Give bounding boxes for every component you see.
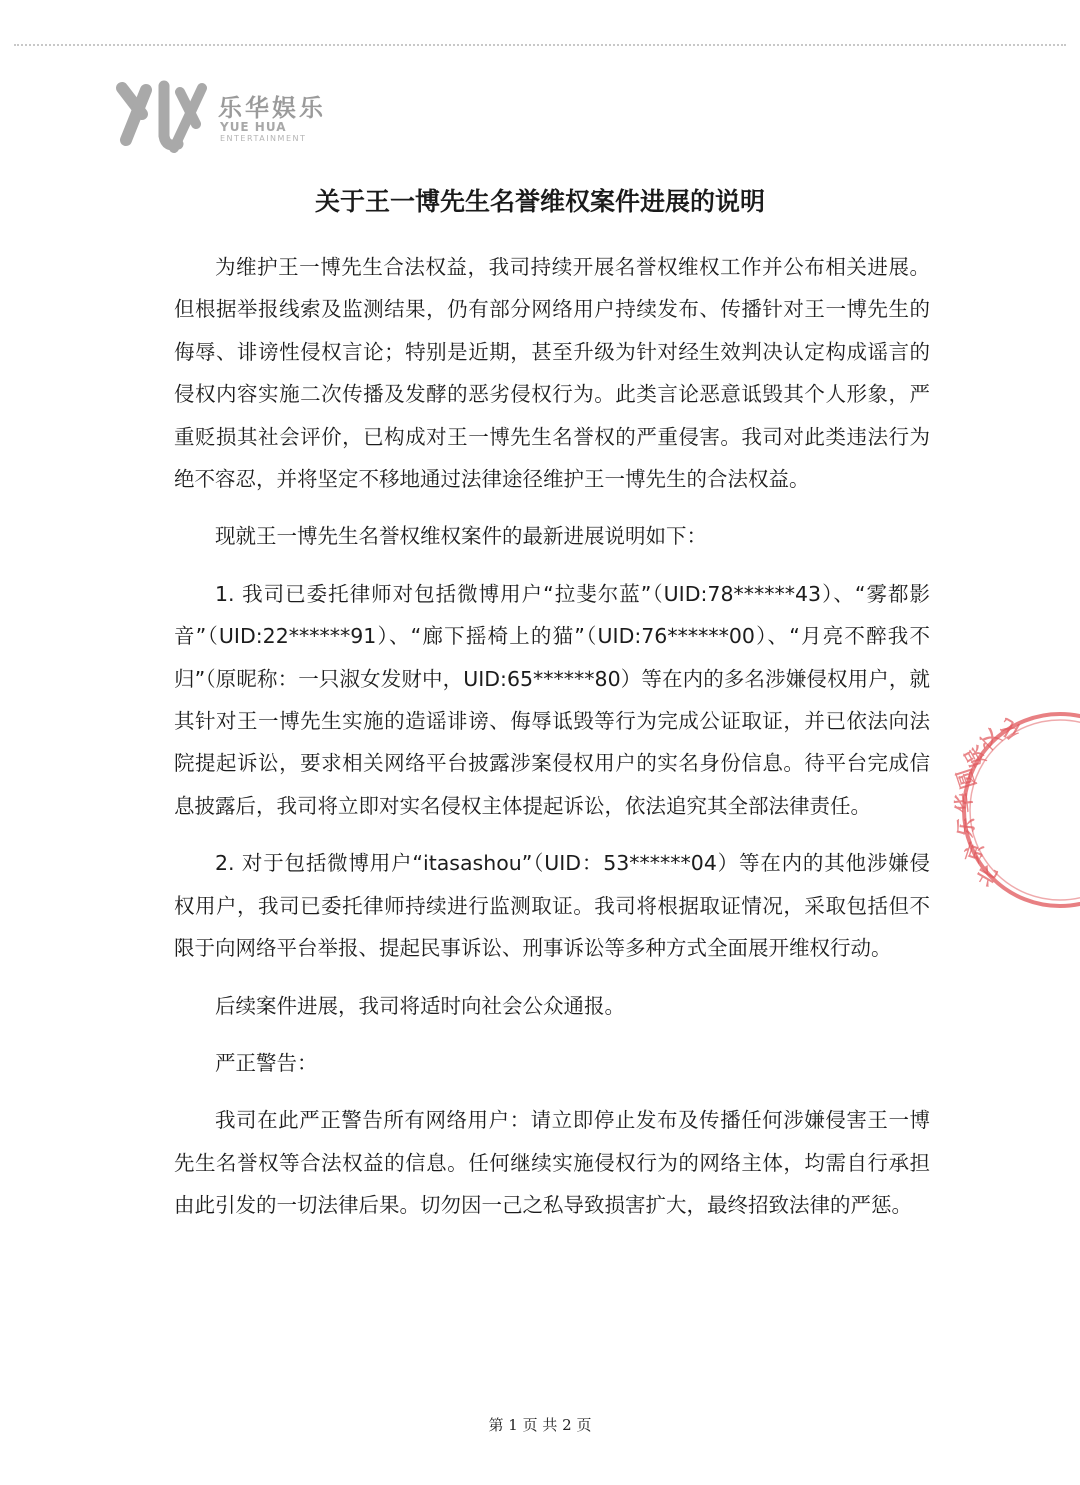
company-logo	[112, 78, 412, 158]
logo-english-subtitle: ENTERTAINMENT	[220, 134, 307, 143]
paragraph-item-2: 2. 对于包括微博用户“itasashou”（UID：53******04）等在内的其他涉嫌侵权用户，我司已委托律师持续进行监测取证。我司将根据取证情况，采取包括但不限于向网络平台举报、提起民事诉讼、刑事诉讼等多种方式全面展开维权行动。	[174, 851, 930, 961]
svg-text:化: 化	[995, 713, 1025, 745]
company-seal-stamp	[950, 700, 1080, 920]
logo-chinese-name: 乐华娱乐	[218, 94, 326, 122]
svg-text:北: 北	[971, 861, 1003, 891]
paragraph-warning: 我司在此严正警告所有网络用户：请立即停止发布及传播任何涉嫌侵害王一博先生名誉权等合法权益的信息。任何继续实施侵权行为的网络主体，均需自行承担由此引发的一切法律后果。切勿因一己之私导致损害扩大，最终招致法律的严惩。	[174, 1108, 930, 1218]
svg-text:娱: 娱	[959, 742, 991, 772]
document-body	[174, 246, 930, 1227]
svg-text:京: 京	[959, 839, 989, 866]
svg-text:圆: 圆	[951, 765, 981, 792]
svg-text:华: 华	[951, 791, 977, 814]
page-indicator: 第 1 页 共 2 页	[488, 1416, 592, 1434]
svg-text:文: 文	[974, 724, 1006, 756]
document-title: 关于王一博先生名誉维权案件进展的说明	[314, 187, 765, 216]
logo-english-name: YUE HUA	[220, 120, 287, 134]
top-dotted-rule	[14, 44, 1066, 46]
paragraph-warning-heading: 严正警告：	[215, 1050, 318, 1075]
paragraph-intro: 为维护王一博先生合法权益，我司持续开展名誉权维权工作并公布相关进展。但根据举报线索及监测结果，仍有部分网络用户持续发布、传播针对王一博先生的侮辱、诽谤性侵权言论；特别是近期，甚至升级为针对经生效判决认定构成谣言的侵权内容实施二次传播及发酵的恶劣侵权行为。此类言论恶意诋毁其个人形象，严重贬损其社会评价，已构成对王一博先生名誉权的严重侵害。我司对此类违法行为绝不容忍，并将坚定不移地通过法律途径维护王一博先生的合法权益。	[174, 255, 930, 492]
paragraph-follow-up: 后续案件进展，我司将适时向社会公众通报。	[215, 993, 625, 1018]
yuehua-logo-mark-icon	[112, 78, 212, 158]
paragraph-item-1: 1. 我司已委托律师对包括微博用户“拉斐尔蓝”（UID:78******43）、“雾都影音”（UID:22******91）、“廊下摇椅上的猫”（UID:76******00）、“月亮不醉我不归”（原昵称：一只淑女发财中，UID:65******80）等在内的多名涉嫌侵权用户，就其针对王一博先生实施的造谣诽谤、侮辱诋毁等行为完成公证取证，并已依法向法院提起诉讼，要求相关网络平台披露涉案侵权用户的实名身份信息。待平台完成信息披露后，我司将立即对实名侵权主体提起诉讼，依法追究其全部法律责任。	[174, 581, 930, 818]
paragraph-progress-lead: 现就王一博先生名誉权维权案件的最新进展说明如下：	[215, 524, 707, 549]
svg-text:乐: 乐	[953, 816, 980, 839]
